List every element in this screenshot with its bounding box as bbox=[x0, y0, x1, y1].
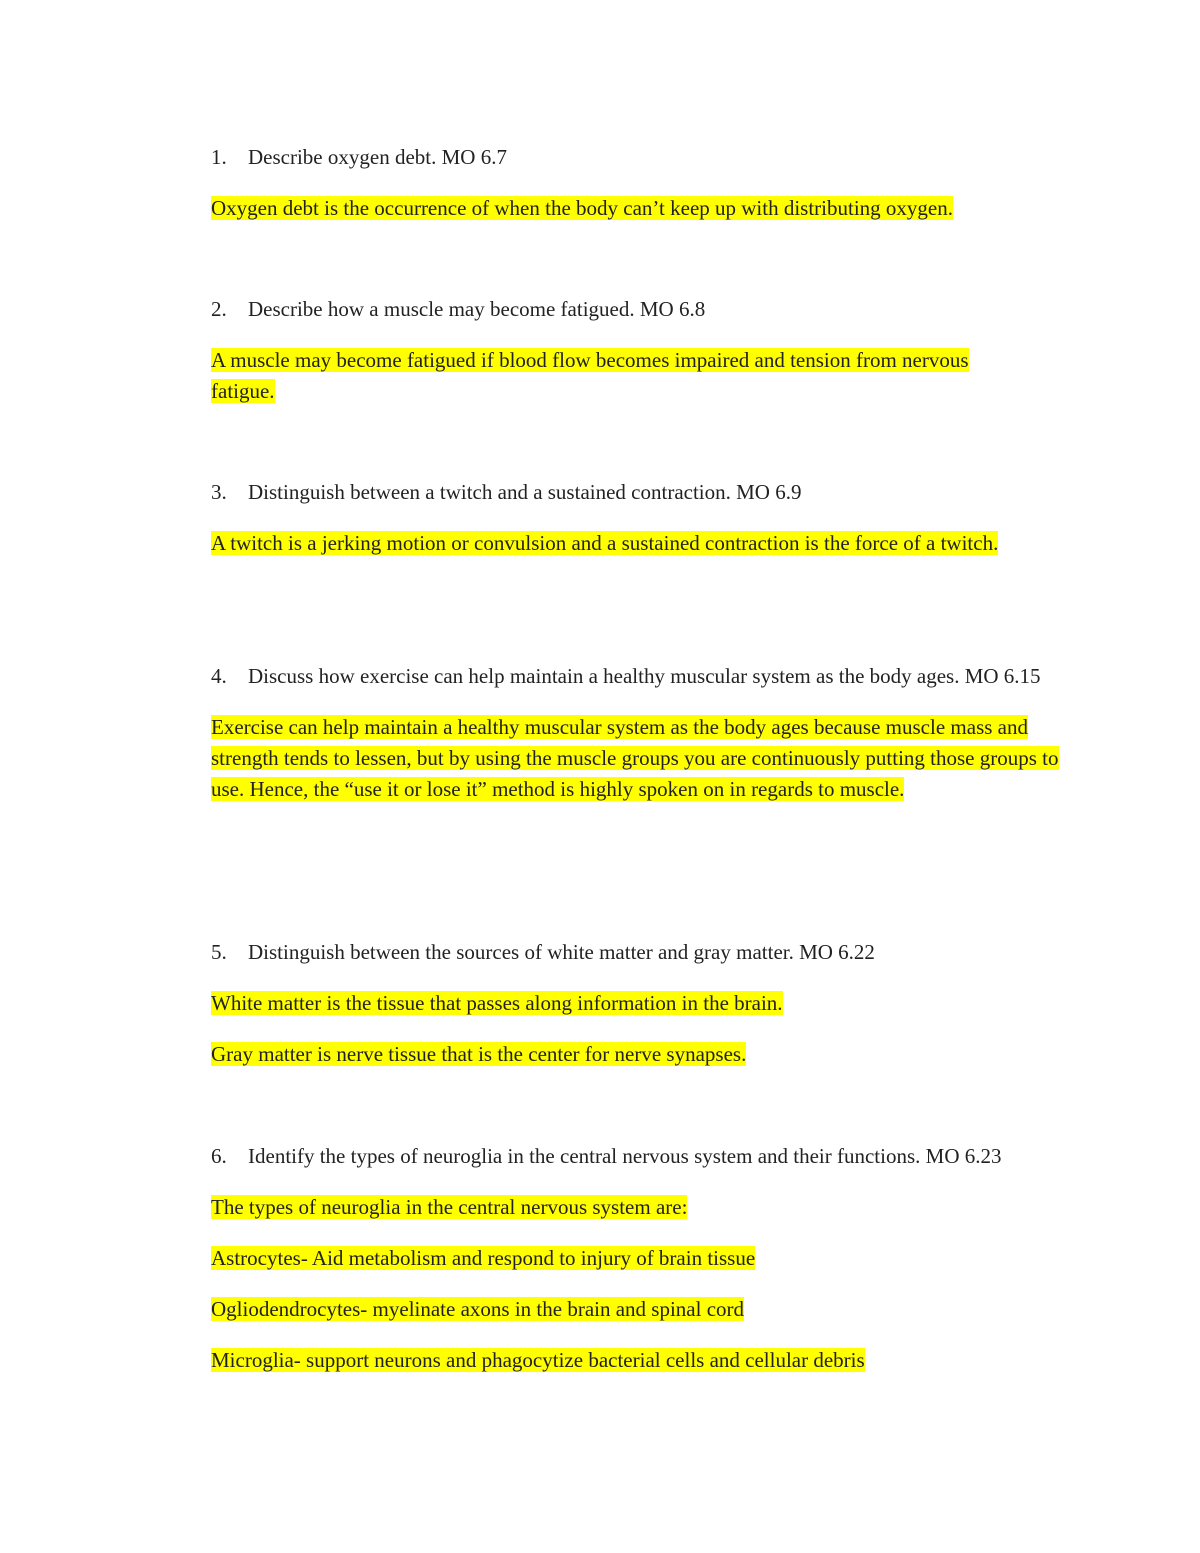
answer-paragraph bbox=[211, 1345, 1061, 1376]
answer-paragraph bbox=[211, 1192, 1061, 1223]
answer-paragraph bbox=[211, 712, 1061, 805]
answer-paragraph bbox=[211, 528, 1061, 559]
question-6 bbox=[211, 1141, 1061, 1172]
answer-paragraph bbox=[211, 1039, 1061, 1070]
answer-paragraph bbox=[211, 1294, 1061, 1325]
question-number: 6. bbox=[211, 1144, 227, 1168]
highlighted-answer: Ogliodendrocytes- myelinate axons in the brain and spinal cord bbox=[211, 1297, 745, 1321]
highlighted-answer: Oxygen debt is the occurrence of when the body can’t keep up with distributing oxygen. bbox=[211, 196, 954, 220]
question-number: 2. bbox=[211, 297, 227, 321]
question-text: Discuss how exercise can help maintain a healthy muscular system as the body ages. MO 6.15 bbox=[248, 664, 1041, 688]
answer-paragraph bbox=[211, 193, 1061, 224]
question-block-4 bbox=[211, 661, 1061, 805]
highlighted-answer: White matter is the tissue that passes along information in the brain. bbox=[211, 991, 783, 1015]
question-block-6 bbox=[211, 1141, 1061, 1376]
question-block-2 bbox=[211, 294, 1061, 407]
highlighted-answer: Microglia- support neurons and phagocytize bacterial cells and cellular debris bbox=[211, 1348, 865, 1372]
answer-paragraph bbox=[211, 988, 1061, 1019]
answer-paragraph bbox=[211, 345, 1001, 407]
question-number: 3. bbox=[211, 480, 227, 504]
question-2 bbox=[211, 294, 1061, 325]
highlighted-answer: The types of neuroglia in the central nervous system are: bbox=[211, 1195, 688, 1219]
answer-paragraph bbox=[211, 1243, 1061, 1274]
question-text: Describe how a muscle may become fatigued. MO 6.8 bbox=[248, 297, 706, 321]
question-4 bbox=[211, 661, 1061, 692]
question-3 bbox=[211, 477, 1061, 508]
highlighted-answer: Gray matter is nerve tissue that is the center for nerve synapses. bbox=[211, 1042, 747, 1066]
highlighted-answer: Exercise can help maintain a healthy muscular system as the body ages because muscle mass and strength tends to lessen, but by using the muscle groups you are continuously putting those groups to use. Hence, the “use it or lose it” method is highly spoken on in regards to muscle. bbox=[211, 715, 1059, 801]
highlighted-answer: A muscle may become fatigued if blood flow becomes impaired and tension from nervous fatigue. bbox=[211, 348, 969, 403]
question-text: Distinguish between a twitch and a sustained contraction. MO 6.9 bbox=[248, 480, 802, 504]
highlighted-answer: Astrocytes- Aid metabolism and respond to injury of brain tissue bbox=[211, 1246, 756, 1270]
question-number: 4. bbox=[211, 664, 227, 688]
question-text: Identify the types of neuroglia in the central nervous system and their functions. MO 6.23 bbox=[248, 1144, 1002, 1168]
question-text: Distinguish between the sources of white matter and gray matter. MO 6.22 bbox=[248, 940, 875, 964]
question-block-3 bbox=[211, 477, 1061, 559]
question-5 bbox=[211, 937, 1061, 968]
question-1 bbox=[211, 142, 1061, 173]
question-number: 5. bbox=[211, 940, 227, 964]
highlighted-answer: A twitch is a jerking motion or convulsion and a sustained contraction is the force of a twitch. bbox=[211, 531, 999, 555]
question-number: 1. bbox=[211, 145, 227, 169]
question-block-1 bbox=[211, 142, 1061, 224]
question-text: Describe oxygen debt. MO 6.7 bbox=[248, 145, 507, 169]
question-block-5 bbox=[211, 937, 1061, 1070]
